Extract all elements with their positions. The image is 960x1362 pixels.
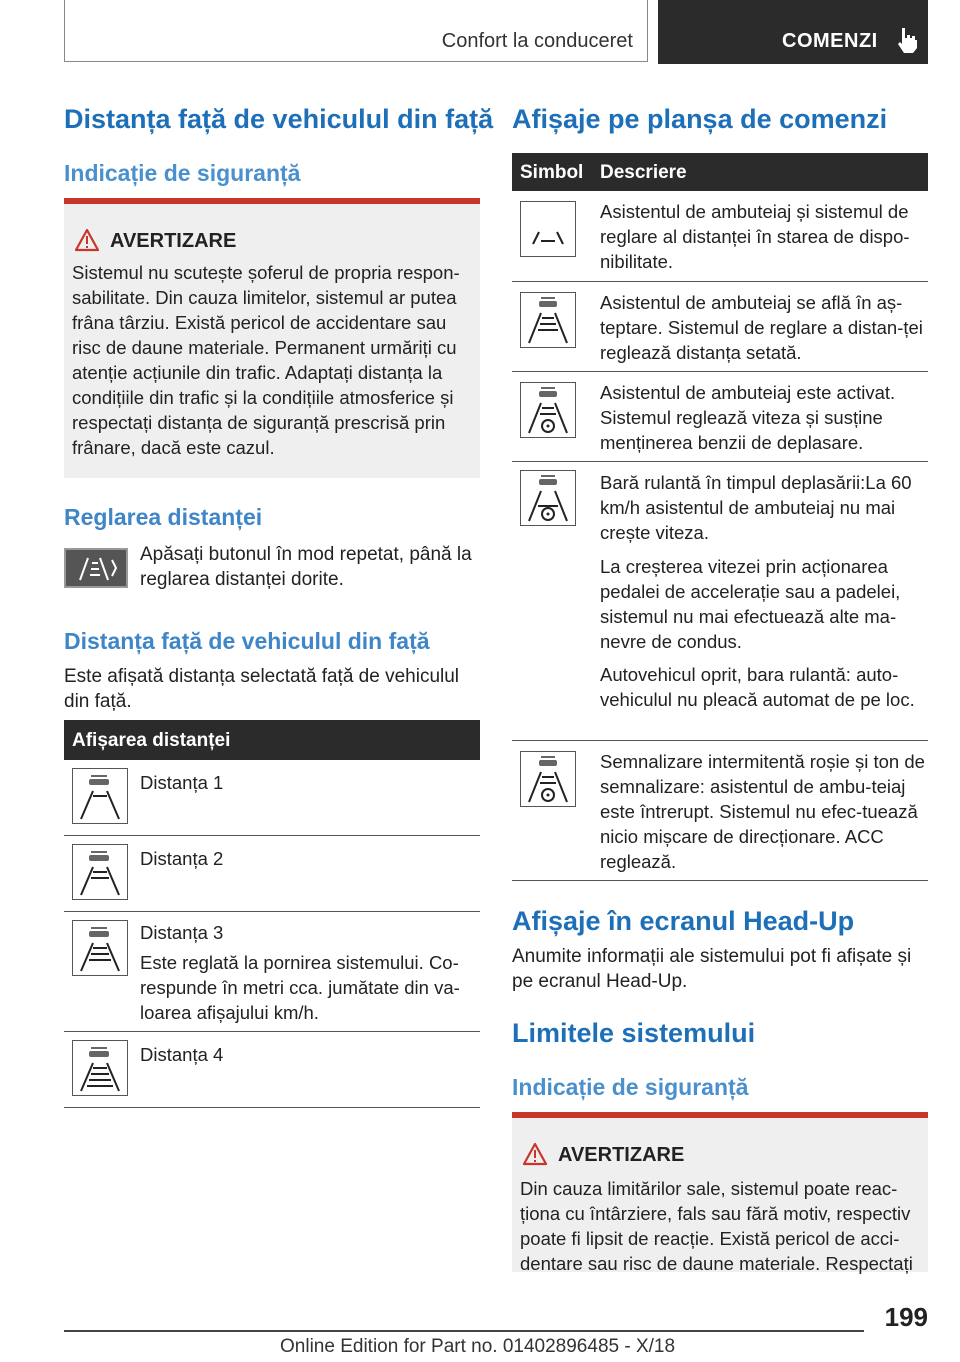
distance-1-icon — [72, 768, 128, 824]
header-section-tab — [64, 0, 648, 62]
col-description-label: Descriere — [600, 162, 687, 183]
interrupted-icon — [520, 751, 576, 807]
right-safety-heading: Indicație de siguranță — [512, 1074, 749, 1100]
distance-text: Este afișată distanța selectată față de vehiculul din față. — [64, 666, 460, 712]
right-warning-text: Din cauza limitărilor sale, sistemul poate reac-ționa cu întârziere, fals sau fără motiv, respectiv poate fi lipsit de reacție. Există pericol de acci-dentare sau risc de daune materiale. Respectați — [520, 1178, 913, 1274]
warning-triangle-icon — [74, 228, 100, 252]
footer-edition: Online Edition for Part no. 01402896485 - X/18 — [280, 1336, 676, 1357]
rolling-bar-description-1: Bară rulantă în timpul deplasării:La 60 km/h asistentul de ambuteiaj nu mai crește viteza. — [600, 472, 912, 543]
distance-2-label: Distanța 2 — [140, 848, 224, 869]
left-safety-heading: Indicație de siguranță — [64, 160, 301, 186]
hud-heading: Afișaje în ecranul Head-Up — [512, 906, 855, 936]
left-warning-box — [64, 198, 480, 478]
table-row — [512, 191, 928, 282]
right-page-title: Afișaje pe planșa de comenzi — [512, 104, 888, 134]
left-warning-title: AVERTIZARE — [110, 230, 237, 252]
distance-heading: Distanța față de vehiculul din față — [64, 628, 430, 654]
distance-1-label: Distanța 1 — [140, 772, 224, 793]
table-row — [64, 760, 480, 836]
active-icon — [520, 382, 576, 438]
header-section-title: Confort la conduceret — [441, 30, 633, 52]
distance-3-note: Este reglată la pornirea sistemului. Co-respunde în metri cca. jumătate din va-loarea afișajului km/h. — [140, 952, 460, 1023]
rolling-bar-icon — [520, 470, 576, 526]
adjust-distance-text: Apăsați butonul în mod repetat, până la reglarea distanței dorite. — [140, 544, 472, 590]
limits-heading: Limitele sistemului — [512, 1018, 756, 1048]
adjust-distance-heading: Reglarea distanței — [64, 504, 263, 530]
table-row — [512, 741, 928, 881]
waiting-icon — [520, 292, 576, 348]
left-page-title: Distanța față de vehiculul din față — [64, 104, 494, 134]
table-row — [512, 372, 928, 462]
table-row — [512, 462, 928, 741]
warning-triangle-icon — [522, 1142, 548, 1166]
distance-table-header-label: Afișarea distanței — [72, 730, 231, 751]
standby-icon — [520, 201, 576, 257]
table-row — [64, 912, 480, 1032]
standby-description: Asistentul de ambuteiaj și sistemul de reglare al distanței în starea de dispo-nibilitate. — [600, 201, 910, 272]
right-warning-title: AVERTIZARE — [558, 1144, 685, 1166]
left-warning-text: Sistemul nu scutește șoferul de propria respon-sabilitate. Din cauza limitelor, sistemul ar putea frâna târziu. Există pericol de accidentare sau risc de daune materiale. Permanent urmăriți cu atenție acțiunile din trafic. Adaptați distanța la condițiile din trafic și la condițiile atmosferice și respectați distanța de siguranță prescrisă prin frânare, dacă este cazul. — [72, 262, 460, 458]
table-row — [64, 1032, 480, 1108]
page-number: 199 — [884, 1302, 928, 1332]
footer-divider — [64, 1330, 864, 1332]
distance-button-icon — [64, 548, 128, 588]
col-symbol-label: Simbol — [520, 162, 584, 183]
table-row — [64, 836, 480, 912]
hud-text: Anumite informații ale sistemului pot fi afișate și pe ecranul Head-Up. — [512, 946, 912, 992]
distance-table-header — [64, 720, 480, 760]
distance-4-label: Distanța 4 — [140, 1044, 224, 1065]
header-chapter-tab — [658, 0, 928, 64]
waiting-description: Asistentul de ambuteiaj se află în aș-teptare. Sistemul de reglare a distan-ței reglează distanța setată. — [600, 292, 923, 363]
distance-2-icon — [72, 844, 128, 900]
rolling-bar-description-2: La creșterea vitezei prin acționarea pedalei de accelerație sau a padelei, sistemul nu mai efectuează alte ma-nevre de condus. — [600, 556, 901, 652]
hand-pointer-icon — [894, 26, 920, 54]
distance-3-label: Distanța 3 — [140, 922, 224, 943]
header-chapter-title: COMENZI — [782, 30, 878, 52]
interrupted-description: Semnalizare intermitentă roșie și ton de semnalizare: asistentul de ambu-teiaj este întrerupt. Sistemul nu efec-tuează nicio mișcare de direcționare. ACC reglează. — [600, 751, 925, 872]
right-warning-box — [512, 1112, 928, 1272]
table-row — [512, 282, 928, 372]
active-description: Asistentul de ambuteiaj este activat. Sistemul reglează viteza și susține menținerea benzii de deplasare. — [600, 382, 896, 453]
distance-3-icon — [72, 920, 128, 976]
rolling-bar-description-3: Autovehicul oprit, bara rulantă: auto-vehiculul nu pleacă automat de pe loc. — [600, 664, 915, 710]
symbols-table-header — [512, 153, 928, 191]
distance-4-icon — [72, 1040, 128, 1096]
